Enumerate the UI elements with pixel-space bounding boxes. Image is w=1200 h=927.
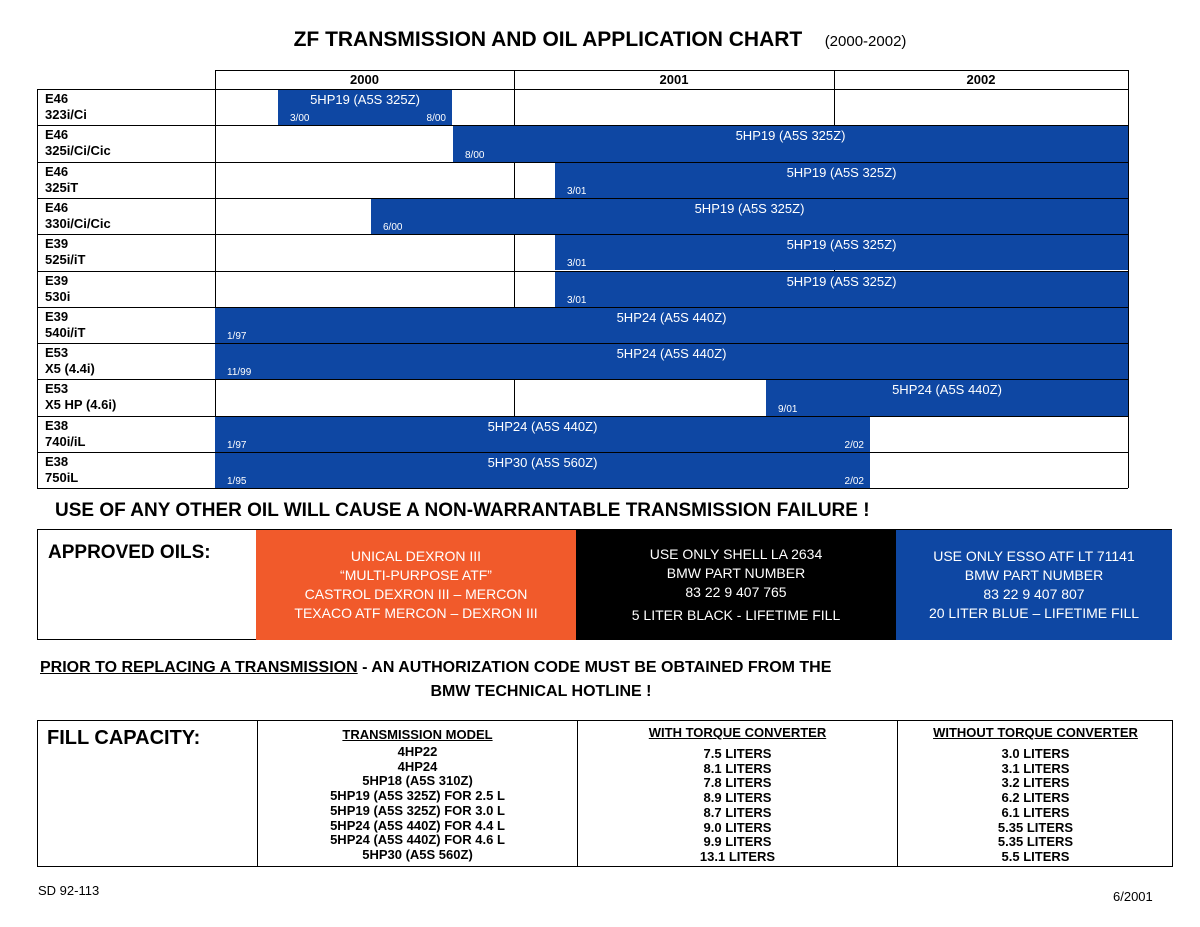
oil-cell-dexron: [256, 530, 576, 640]
page-subtitle: (2000-2002): [824, 33, 907, 50]
fill-with-tc-item: 7.5 LITERS: [703, 746, 772, 761]
approved-oils-title: APPROVED OILS:: [48, 542, 211, 563]
oil-line: 5 LITER BLACK - LIFETIME FILL: [631, 607, 841, 623]
transmission-bar: [278, 90, 452, 125]
transmission-bar: [555, 235, 1128, 270]
vehicle-series: E39: [45, 308, 69, 324]
page-title: ZF TRANSMISSION AND OIL APPLICATION CHART: [293, 28, 803, 51]
fill-model-item: 4HP24: [397, 758, 438, 774]
authorization-note-line2: BMW TECHNICAL HOTLINE !: [430, 683, 652, 700]
grid-line: [37, 488, 1128, 489]
transmission-bar: [215, 453, 870, 488]
transmission-label: 5HP19 (A5S 325Z): [735, 128, 846, 144]
authorization-note: [40, 659, 831, 677]
transmission-label: 5HP19 (A5S 325Z): [786, 164, 897, 180]
transmission-bar: [453, 126, 1128, 161]
transmission-label: 5HP24 (A5S 440Z): [892, 382, 1002, 398]
fill-header-model: TRANSMISSION MODEL: [342, 727, 493, 742]
fill-capacity-title: FILL CAPACITY:: [47, 727, 201, 749]
oil-cell-shell: [576, 530, 896, 640]
vehicle-series: E39: [45, 236, 69, 252]
fill-without-tc-item: 6.2 LITERS: [1001, 790, 1070, 806]
vehicle-label: [37, 271, 215, 307]
oil-line: UNICAL DEXRON III: [350, 548, 482, 564]
start-date: 8/00: [465, 149, 485, 161]
fill-without-tc-item: 3.0 LITERS: [1001, 746, 1070, 761]
transmission-label: 5HP19 (A5S 325Z): [310, 92, 420, 107]
vehicle-series: E46: [45, 163, 69, 179]
vehicle-model: X5 HP (4.6i): [45, 397, 117, 413]
transmission-bar: [215, 344, 1128, 379]
page-title-block: [0, 28, 1200, 52]
fill-model-item: 5HP24 (A5S 440Z) FOR 4.6 L: [330, 832, 505, 848]
fill-without-tc-item: 5.5 LITERS: [1001, 848, 1070, 864]
authorization-underlined: PRIOR TO REPLACING A TRANSMISSION: [40, 659, 358, 676]
warning-text: USE OF ANY OTHER OIL WILL CAUSE A NON-WARRANTABLE TRANSMISSION FAILURE !: [55, 500, 870, 521]
fill-with-tc-item: 13.1 LITERS: [699, 848, 776, 864]
oil-cell-esso: [896, 530, 1172, 640]
fill-with-tc-list: [578, 747, 897, 865]
fill-model-item: 5HP19 (A5S 325Z) FOR 3.0 L: [330, 802, 505, 818]
start-date: 1/95: [227, 476, 247, 488]
vehicle-series: E38: [45, 454, 69, 469]
approved-oils-box: [37, 529, 1172, 640]
transmission-bar: [555, 163, 1128, 198]
fill-model-list: [258, 745, 577, 863]
oil-line: CASTROL DEXRON III – MERCON: [304, 586, 528, 602]
year-header-2001: 2001: [659, 72, 689, 87]
start-date: 11/99: [227, 367, 252, 379]
transmission-bar: [215, 308, 1128, 343]
vehicle-label: [37, 234, 215, 270]
oil-line: BMW PART NUMBER: [964, 567, 1104, 583]
end-date: 8/00: [426, 113, 446, 125]
vehicle-model: 323i/Ci: [45, 107, 87, 122]
start-date: 6/00: [383, 222, 403, 234]
oil-line: 83 22 9 407 765: [685, 584, 787, 600]
vehicle-label: [37, 125, 215, 161]
end-date: 2/02: [844, 439, 864, 451]
fill-model-item: 4HP22: [397, 744, 438, 759]
grid-line: [1128, 70, 1129, 488]
vehicle-model: 750iL: [45, 470, 79, 485]
start-date: 3/01: [567, 294, 587, 306]
start-date: 1/97: [227, 331, 247, 343]
application-timeline: [37, 70, 1128, 492]
transmission-bar: [215, 417, 870, 452]
fill-model-item: 5HP19 (A5S 325Z) FOR 2.5 L: [330, 788, 505, 804]
vehicle-model: 530i: [45, 288, 71, 304]
start-date: 9/01: [778, 403, 798, 415]
vehicle-label: [37, 307, 215, 343]
end-date: 2/02: [844, 476, 864, 488]
fill-with-tc-item: 8.7 LITERS: [703, 804, 772, 820]
vehicle-label: [37, 198, 215, 234]
authorization-rest: - AN AUTHORIZATION CODE MUST BE OBTAINED FROM THE: [357, 659, 832, 676]
vehicle-series: E46: [45, 127, 69, 143]
vehicle-model: 330i/Ci/Cic: [45, 215, 111, 231]
transmission-label: 5HP19 (A5S 325Z): [694, 200, 805, 216]
fill-with-tc-item: 8.9 LITERS: [703, 790, 772, 806]
transmission-label: 5HP30 (A5S 560Z): [487, 455, 598, 470]
fill-with-tc-item: 9.0 LITERS: [703, 819, 772, 835]
fill-capacity-table: [37, 720, 1173, 867]
vehicle-label: [37, 162, 215, 198]
fill-header-without-tc: WITHOUT TORQUE CONVERTER: [933, 725, 1138, 740]
year-header-2000: 2000: [350, 72, 379, 87]
fill-model-item: 5HP30 (A5S 560Z): [362, 846, 473, 862]
grid-line: [215, 70, 1128, 71]
fill-model-item: 5HP24 (A5S 440Z) FOR 4.4 L: [330, 817, 505, 833]
transmission-label: 5HP24 (A5S 440Z): [616, 309, 727, 325]
transmission-bar: [371, 199, 1128, 234]
document-code: SD 92-113: [38, 883, 100, 898]
vehicle-series: E38: [45, 417, 69, 433]
fill-without-tc-item: 3.2 LITERS: [1001, 775, 1070, 791]
start-date: 3/00: [290, 113, 310, 125]
vehicle-model: 525i/iT: [45, 252, 86, 268]
fill-header-with-tc: WITH TORQUE CONVERTER: [648, 725, 827, 740]
vehicle-series: E53: [45, 381, 69, 397]
fill-col-model: [257, 721, 577, 867]
vehicle-series: E39: [45, 272, 69, 288]
vehicle-model: 540i/iT: [45, 324, 86, 340]
vehicle-label: [37, 343, 215, 379]
fill-col-with-tc: [577, 721, 897, 867]
oil-line: USE ONLY SHELL LA 2634: [649, 546, 823, 562]
oil-line: USE ONLY ESSO ATF LT 71141: [933, 548, 1135, 564]
transmission-label: 5HP24 (A5S 440Z): [487, 418, 598, 434]
vehicle-label: [37, 89, 215, 125]
transmission-label: 5HP19 (A5S 325Z): [786, 237, 897, 253]
vehicle-label: [37, 416, 215, 452]
vehicle-model: X5 (4.4i): [45, 361, 95, 377]
fill-with-tc-item: 9.9 LITERS: [703, 834, 772, 850]
fill-without-tc-list: [898, 747, 1173, 865]
oil-line: 20 LITER BLUE – LIFETIME FILL: [928, 605, 1140, 621]
transmission-bar: [555, 272, 1128, 307]
vehicle-label: [37, 379, 215, 415]
fill-col-without-tc: [897, 721, 1173, 867]
vehicle-model: 325iT: [45, 179, 79, 195]
oil-line: “MULTI-PURPOSE ATF”: [340, 567, 492, 583]
transmission-label: 5HP19 (A5S 325Z): [786, 273, 897, 289]
oil-line: 83 22 9 407 807: [983, 586, 1085, 602]
fill-with-tc-item: 8.1 LITERS: [703, 760, 772, 776]
vehicle-series: E46: [45, 91, 69, 106]
fill-without-tc-item: 5.35 LITERS: [997, 834, 1074, 850]
oil-line: TEXACO ATF MERCON – DEXRON III: [294, 605, 538, 621]
vehicle-model: 740i/iL: [45, 433, 86, 449]
vehicle-series: E53: [45, 345, 69, 361]
year-header-2002: 2002: [966, 72, 996, 87]
vehicle-model: 325i/Ci/Cic: [45, 143, 111, 159]
start-date: 3/01: [567, 185, 587, 197]
oil-line: BMW PART NUMBER: [666, 565, 806, 581]
fill-model-item: 5HP18 (A5S 310Z): [362, 773, 473, 789]
start-date: 3/01: [567, 258, 587, 270]
fill-without-tc-item: 6.1 LITERS: [1001, 804, 1070, 820]
vehicle-series: E46: [45, 199, 69, 215]
start-date: 1/97: [227, 439, 247, 451]
fill-without-tc-item: 5.35 LITERS: [997, 819, 1074, 835]
fill-with-tc-item: 7.8 LITERS: [703, 775, 772, 791]
transmission-label: 5HP24 (A5S 440Z): [616, 346, 727, 362]
document-date: 6/2001: [1113, 889, 1153, 904]
transmission-bar: [766, 380, 1128, 415]
fill-without-tc-item: 3.1 LITERS: [1001, 760, 1070, 776]
vehicle-label: [37, 452, 215, 488]
